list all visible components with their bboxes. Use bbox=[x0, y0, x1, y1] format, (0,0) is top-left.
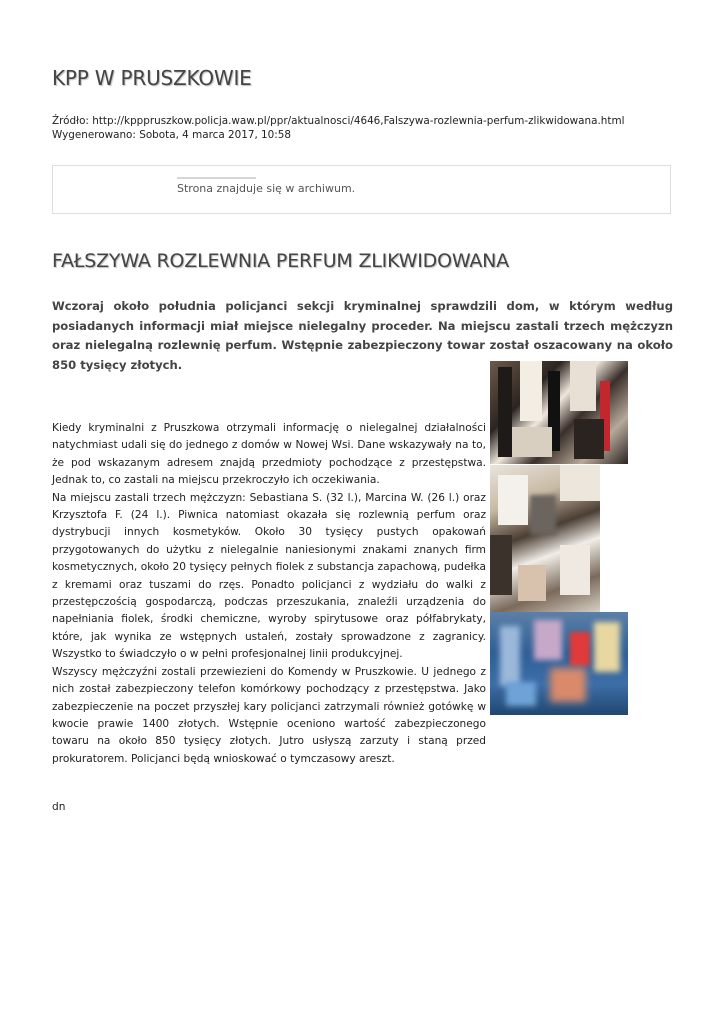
article-paragraph: Wszyscy mężczyźni zostali przewiezieni do Komendy w Pruszkowie. U jednego z nich został zabezpieczony telefon komórkowy pochodzący z przestępstwa. Jako zabezpieczenie na poczet przyszłej kary policjanci zatrzymali również gotówkę w kwocie prawie 1400 złotych. Wstępnie oceniono wartość zabezpieczonego towaru na około 850 tysięcy złotych. Jutro usłyszą zarzuty i staną przed prokuratorem. Policjanci będą wnioskować o tymczasowy areszt. bbox=[52, 665, 486, 765]
article-body bbox=[52, 420, 486, 768]
photo-perfume-boxes[interactable] bbox=[490, 361, 628, 464]
generated-date: Wygenerowano: Sobota, 4 marca 2017, 10:58 bbox=[52, 129, 291, 141]
site-title: KPP W PRUSZKOWIE bbox=[52, 66, 252, 90]
archive-rule bbox=[177, 177, 256, 179]
document-meta bbox=[52, 114, 624, 142]
article-lead: Wczoraj około południa policjanci sekcji kryminalnej sprawdzili dom, w którym według posiadanych informacji miał miejsce nielegalny proceder. Na miejscu zastali trzech mężczyzn oraz nielegalną rozlewnię perfum. Wstępnie zabezpieczony towar został oszacowany na około 850 tysięcy złotych. bbox=[52, 299, 673, 372]
article-title: FAŁSZYWA ROZLEWNIA PERFUM ZLIKWIDOWANA bbox=[52, 250, 509, 272]
article-author: dn bbox=[52, 801, 66, 813]
article-paragraph: Na miejscu zastali trzech mężczyzn: Sebastiana S. (32 l.), Marcina W. (26 l.) oraz Krzysztofa F. (24 l.). Piwnica natomiast okazała się rozlewnią perfum oraz dystrybucji innych kosmetyków. Około 30 tysięcy pustych opakowań przygotowanych do użytku z nielegalnie naniesionymi znakami znanych firm kosmetycznych, około 20 tysięcy pełnych fiolek z substancja zapachową, pudełka z kremami oraz tuszami do rzęs. Ponadto policjanci z wydziału do walki z przestępczością gospodarczą, podczas przeszukania, znaleźli urządzenia do napełniania fiolek, środki chemiczne, wyroby spirytusowe oraz półfabrykaty, które, jak wynika ze wstępnych ustaleń, zostały sprowadzone z zagranicy. Wszystko to świadczyło o w pełni profesjonalnej linii produkcyjnej. bbox=[52, 491, 486, 661]
photo-bottles[interactable] bbox=[490, 612, 628, 715]
source-url[interactable]: Źródło: http://kpppruszkow.policja.waw.pl/ppr/aktualnosci/4646,Falszywa-rozlewnia-perfum-zlikwidowana.html bbox=[52, 115, 625, 127]
archive-notice bbox=[52, 165, 671, 214]
photo-cosmetics[interactable] bbox=[490, 465, 600, 612]
article-paragraph: Kiedy kryminalni z Pruszkowa otrzymali informację o nielegalnej działalności natychmiast udali się do jednego z domów w Nowej Wsi. Dane wskazywały na to, że pod wskazanym adresem znajdą przedmioty pochodzące z przestępstwa. Jednak to, co zastali na miejscu przekroczyło ich oczekiwania. bbox=[52, 422, 486, 487]
archive-notice-text: Strona znajduje się w archiwum. bbox=[177, 182, 356, 195]
